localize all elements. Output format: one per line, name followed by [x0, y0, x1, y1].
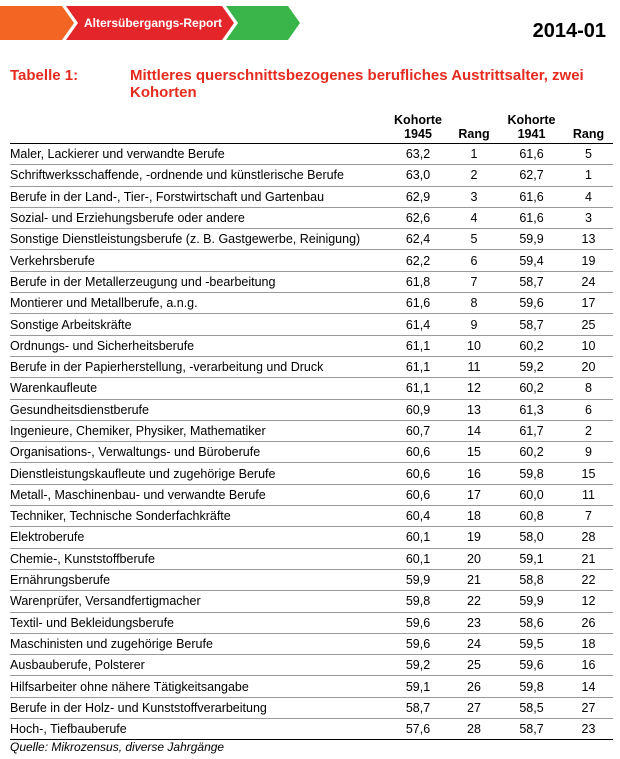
rang-1941-cell: 20: [564, 356, 613, 377]
occupation-cell: Berufe in der Metallerzeugung und -bearbeitung: [10, 271, 387, 292]
table-row: [10, 591, 613, 612]
kohorte-1945-cell: 62,4: [387, 229, 449, 250]
rang-1941-cell: 13: [564, 229, 613, 250]
rang-1941-cell: 15: [564, 463, 613, 484]
kohorte-1945-cell: 62,2: [387, 250, 449, 271]
occupation-cell: Berufe in der Holz- und Kunststoffverarbeitung: [10, 697, 387, 718]
kohorte-1945-cell: 59,6: [387, 612, 449, 633]
kohorte-1945-cell: 61,1: [387, 356, 449, 377]
rang-1941-cell: 14: [564, 676, 613, 697]
table-row: [10, 314, 613, 335]
rang-1945-cell: 14: [449, 420, 499, 441]
table-row: [10, 378, 613, 399]
rang-1941-cell: 24: [564, 271, 613, 292]
kohorte-1945-cell: 59,1: [387, 676, 449, 697]
header-rang-1941: Rang: [564, 113, 613, 144]
occupation-cell: Textil- und Bekleidungsberufe: [10, 612, 387, 633]
kohorte-1941-cell: 58,0: [499, 527, 564, 548]
kohorte-1941-cell: 61,7: [499, 420, 564, 441]
rang-1945-cell: 12: [449, 378, 499, 399]
rang-1941-cell: 25: [564, 314, 613, 335]
rang-1945-cell: 24: [449, 633, 499, 654]
rang-1945-cell: 21: [449, 569, 499, 590]
kohorte-1941-cell: 58,5: [499, 697, 564, 718]
kohorte-1941-cell: 59,6: [499, 293, 564, 314]
rang-1945-cell: 2: [449, 165, 499, 186]
header-kohorte-1941: Kohorte 1941: [499, 113, 564, 144]
occupation-cell: Warenkaufleute: [10, 378, 387, 399]
rang-1941-cell: 8: [564, 378, 613, 399]
rang-1945-cell: 11: [449, 356, 499, 377]
table-row: [10, 293, 613, 314]
rang-1945-cell: 27: [449, 697, 499, 718]
rang-1941-cell: 7: [564, 506, 613, 527]
rang-1945-cell: 3: [449, 186, 499, 207]
table-row: [10, 463, 613, 484]
table-row: [10, 719, 613, 740]
table-row: [10, 165, 613, 186]
occupation-cell: Warenprüfer, Versandfertigmacher: [10, 591, 387, 612]
rang-1941-cell: 11: [564, 484, 613, 505]
kohorte-1945-cell: 61,1: [387, 335, 449, 356]
retirement-age-table: [10, 113, 613, 740]
table-row: [10, 484, 613, 505]
table-row: [10, 271, 613, 292]
table-row: [10, 633, 613, 654]
rang-1941-cell: 16: [564, 655, 613, 676]
kohorte-1941-cell: 60,2: [499, 378, 564, 399]
kohorte-1945-cell: 62,9: [387, 186, 449, 207]
rang-1945-cell: 18: [449, 506, 499, 527]
occupation-cell: Berufe in der Papierherstellung, -verarbeitung und Druck: [10, 356, 387, 377]
rang-1945-cell: 13: [449, 399, 499, 420]
rang-1941-cell: 3: [564, 207, 613, 228]
table-row: [10, 527, 613, 548]
kohorte-1941-cell: 60,0: [499, 484, 564, 505]
table-row: [10, 250, 613, 271]
occupation-cell: Montierer und Metallberufe, a.n.g.: [10, 293, 387, 314]
rang-1945-cell: 1: [449, 144, 499, 165]
kohorte-1945-cell: 60,1: [387, 527, 449, 548]
table-header-row: [10, 113, 613, 144]
rang-1945-cell: 28: [449, 719, 499, 740]
kohorte-1941-cell: 61,6: [499, 207, 564, 228]
table-row: [10, 356, 613, 377]
kohorte-1945-cell: 61,1: [387, 378, 449, 399]
rang-1941-cell: 5: [564, 144, 613, 165]
rang-1945-cell: 15: [449, 442, 499, 463]
report-banner: [0, 6, 310, 40]
banner-green-arrow: [226, 6, 300, 40]
rang-1945-cell: 16: [449, 463, 499, 484]
kohorte-1941-cell: 62,7: [499, 165, 564, 186]
occupation-cell: Ingenieure, Chemiker, Physiker, Mathematiker: [10, 420, 387, 441]
table-row: [10, 655, 613, 676]
kohorte-1941-cell: 58,6: [499, 612, 564, 633]
report-title: Altersübergangs-Report: [84, 16, 223, 30]
rang-1941-cell: 17: [564, 293, 613, 314]
occupation-cell: Ausbauberufe, Polsterer: [10, 655, 387, 676]
kohorte-1941-cell: 58,7: [499, 719, 564, 740]
rang-1941-cell: 26: [564, 612, 613, 633]
occupation-cell: Dienstleistungskaufleute und zugehörige Berufe: [10, 463, 387, 484]
kohorte-1945-cell: 60,1: [387, 548, 449, 569]
occupation-cell: Verkehrsberufe: [10, 250, 387, 271]
rang-1945-cell: 25: [449, 655, 499, 676]
rang-1941-cell: 4: [564, 186, 613, 207]
kohorte-1945-cell: 60,6: [387, 463, 449, 484]
rang-1945-cell: 8: [449, 293, 499, 314]
occupation-cell: Berufe in der Land-, Tier-, Forstwirtschaft und Gartenbau: [10, 186, 387, 207]
header-rang-1945: Rang: [449, 113, 499, 144]
table-row: [10, 676, 613, 697]
rang-1941-cell: 12: [564, 591, 613, 612]
occupation-cell: Sonstige Arbeitskräfte: [10, 314, 387, 335]
kohorte-1941-cell: 60,2: [499, 442, 564, 463]
rang-1945-cell: 23: [449, 612, 499, 633]
kohorte-1945-cell: 60,6: [387, 484, 449, 505]
rang-1945-cell: 17: [449, 484, 499, 505]
kohorte-1945-cell: 60,7: [387, 420, 449, 441]
banner-orange-arrow: [0, 6, 74, 40]
kohorte-1945-cell: 63,0: [387, 165, 449, 186]
table-row: [10, 144, 613, 165]
rang-1941-cell: 21: [564, 548, 613, 569]
table-row: [10, 207, 613, 228]
rang-1945-cell: 19: [449, 527, 499, 548]
kohorte-1945-cell: 60,9: [387, 399, 449, 420]
rang-1941-cell: 18: [564, 633, 613, 654]
table-row: [10, 548, 613, 569]
kohorte-1941-cell: 58,7: [499, 271, 564, 292]
header-occupation: [10, 113, 387, 144]
occupation-cell: Metall-, Maschinenbau- und verwandte Berufe: [10, 484, 387, 505]
occupation-cell: Chemie-, Kunststoffberufe: [10, 548, 387, 569]
kohorte-1945-cell: 59,9: [387, 569, 449, 590]
kohorte-1941-cell: 60,2: [499, 335, 564, 356]
rang-1945-cell: 4: [449, 207, 499, 228]
kohorte-1945-cell: 61,8: [387, 271, 449, 292]
kohorte-1945-cell: 59,6: [387, 633, 449, 654]
kohorte-1945-cell: 62,6: [387, 207, 449, 228]
table-row: [10, 335, 613, 356]
table-label: Tabelle 1:: [10, 67, 79, 84]
kohorte-1941-cell: 58,7: [499, 314, 564, 335]
rang-1945-cell: 6: [449, 250, 499, 271]
occupation-cell: Techniker, Technische Sonderfachkräfte: [10, 506, 387, 527]
rang-1941-cell: 22: [564, 569, 613, 590]
table-row: [10, 442, 613, 463]
rang-1941-cell: 28: [564, 527, 613, 548]
kohorte-1941-cell: 59,9: [499, 229, 564, 250]
rang-1945-cell: 10: [449, 335, 499, 356]
table-title: Mittleres querschnittsbezogenes berufliches Austrittsalter, zwei Kohorten: [130, 67, 584, 101]
kohorte-1945-cell: 63,2: [387, 144, 449, 165]
kohorte-1941-cell: 59,2: [499, 356, 564, 377]
kohorte-1945-cell: 59,8: [387, 591, 449, 612]
table-row: [10, 399, 613, 420]
rang-1941-cell: 1: [564, 165, 613, 186]
kohorte-1945-cell: 61,4: [387, 314, 449, 335]
kohorte-1941-cell: 59,1: [499, 548, 564, 569]
kohorte-1941-cell: 61,6: [499, 186, 564, 207]
kohorte-1941-cell: 59,8: [499, 463, 564, 484]
table-row: [10, 506, 613, 527]
occupation-cell: Organisations-, Verwaltungs- und Büroberufe: [10, 442, 387, 463]
kohorte-1941-cell: 59,8: [499, 676, 564, 697]
table-row: [10, 229, 613, 250]
occupation-cell: Ernährungsberufe: [10, 569, 387, 590]
occupation-cell: Sozial- und Erziehungsberufe oder andere: [10, 207, 387, 228]
occupation-cell: Maschinisten und zugehörige Berufe: [10, 633, 387, 654]
rang-1945-cell: 5: [449, 229, 499, 250]
kohorte-1945-cell: 57,6: [387, 719, 449, 740]
rang-1941-cell: 23: [564, 719, 613, 740]
rang-1941-cell: 2: [564, 420, 613, 441]
kohorte-1941-cell: 60,8: [499, 506, 564, 527]
kohorte-1945-cell: 60,4: [387, 506, 449, 527]
kohorte-1941-cell: 59,9: [499, 591, 564, 612]
rang-1945-cell: 26: [449, 676, 499, 697]
kohorte-1945-cell: 58,7: [387, 697, 449, 718]
rang-1945-cell: 22: [449, 591, 499, 612]
kohorte-1945-cell: 60,6: [387, 442, 449, 463]
occupation-cell: Elektroberufe: [10, 527, 387, 548]
rang-1945-cell: 20: [449, 548, 499, 569]
table-row: [10, 569, 613, 590]
occupation-cell: Gesundheitsdienstberufe: [10, 399, 387, 420]
rang-1945-cell: 9: [449, 314, 499, 335]
occupation-cell: Schriftwerksschaffende, -ordnende und künstlerische Berufe: [10, 165, 387, 186]
rang-1941-cell: 9: [564, 442, 613, 463]
kohorte-1945-cell: 59,2: [387, 655, 449, 676]
rang-1941-cell: 6: [564, 399, 613, 420]
table-row: [10, 420, 613, 441]
rang-1941-cell: 10: [564, 335, 613, 356]
kohorte-1941-cell: 61,6: [499, 144, 564, 165]
occupation-cell: Sonstige Dienstleistungsberufe (z. B. Gastgewerbe, Reinigung): [10, 229, 387, 250]
kohorte-1941-cell: 58,8: [499, 569, 564, 590]
kohorte-1941-cell: 59,5: [499, 633, 564, 654]
kohorte-1941-cell: 61,3: [499, 399, 564, 420]
header-kohorte-1945: Kohorte 1945: [387, 113, 449, 144]
kohorte-1945-cell: 61,6: [387, 293, 449, 314]
occupation-cell: Hoch-, Tiefbauberufe: [10, 719, 387, 740]
source-note: Quelle: Mikrozensus, diverse Jahrgänge: [10, 740, 225, 754]
rang-1941-cell: 19: [564, 250, 613, 271]
kohorte-1941-cell: 59,6: [499, 655, 564, 676]
table-row: [10, 612, 613, 633]
rang-1945-cell: 7: [449, 271, 499, 292]
occupation-cell: Ordnungs- und Sicherheitsberufe: [10, 335, 387, 356]
issue-number: 2014-01: [532, 20, 606, 42]
table-row: [10, 186, 613, 207]
kohorte-1941-cell: 59,4: [499, 250, 564, 271]
table-row: [10, 697, 613, 718]
rang-1941-cell: 27: [564, 697, 613, 718]
occupation-cell: Maler, Lackierer und verwandte Berufe: [10, 144, 387, 165]
occupation-cell: Hilfsarbeiter ohne nähere Tätigkeitsangabe: [10, 676, 387, 697]
